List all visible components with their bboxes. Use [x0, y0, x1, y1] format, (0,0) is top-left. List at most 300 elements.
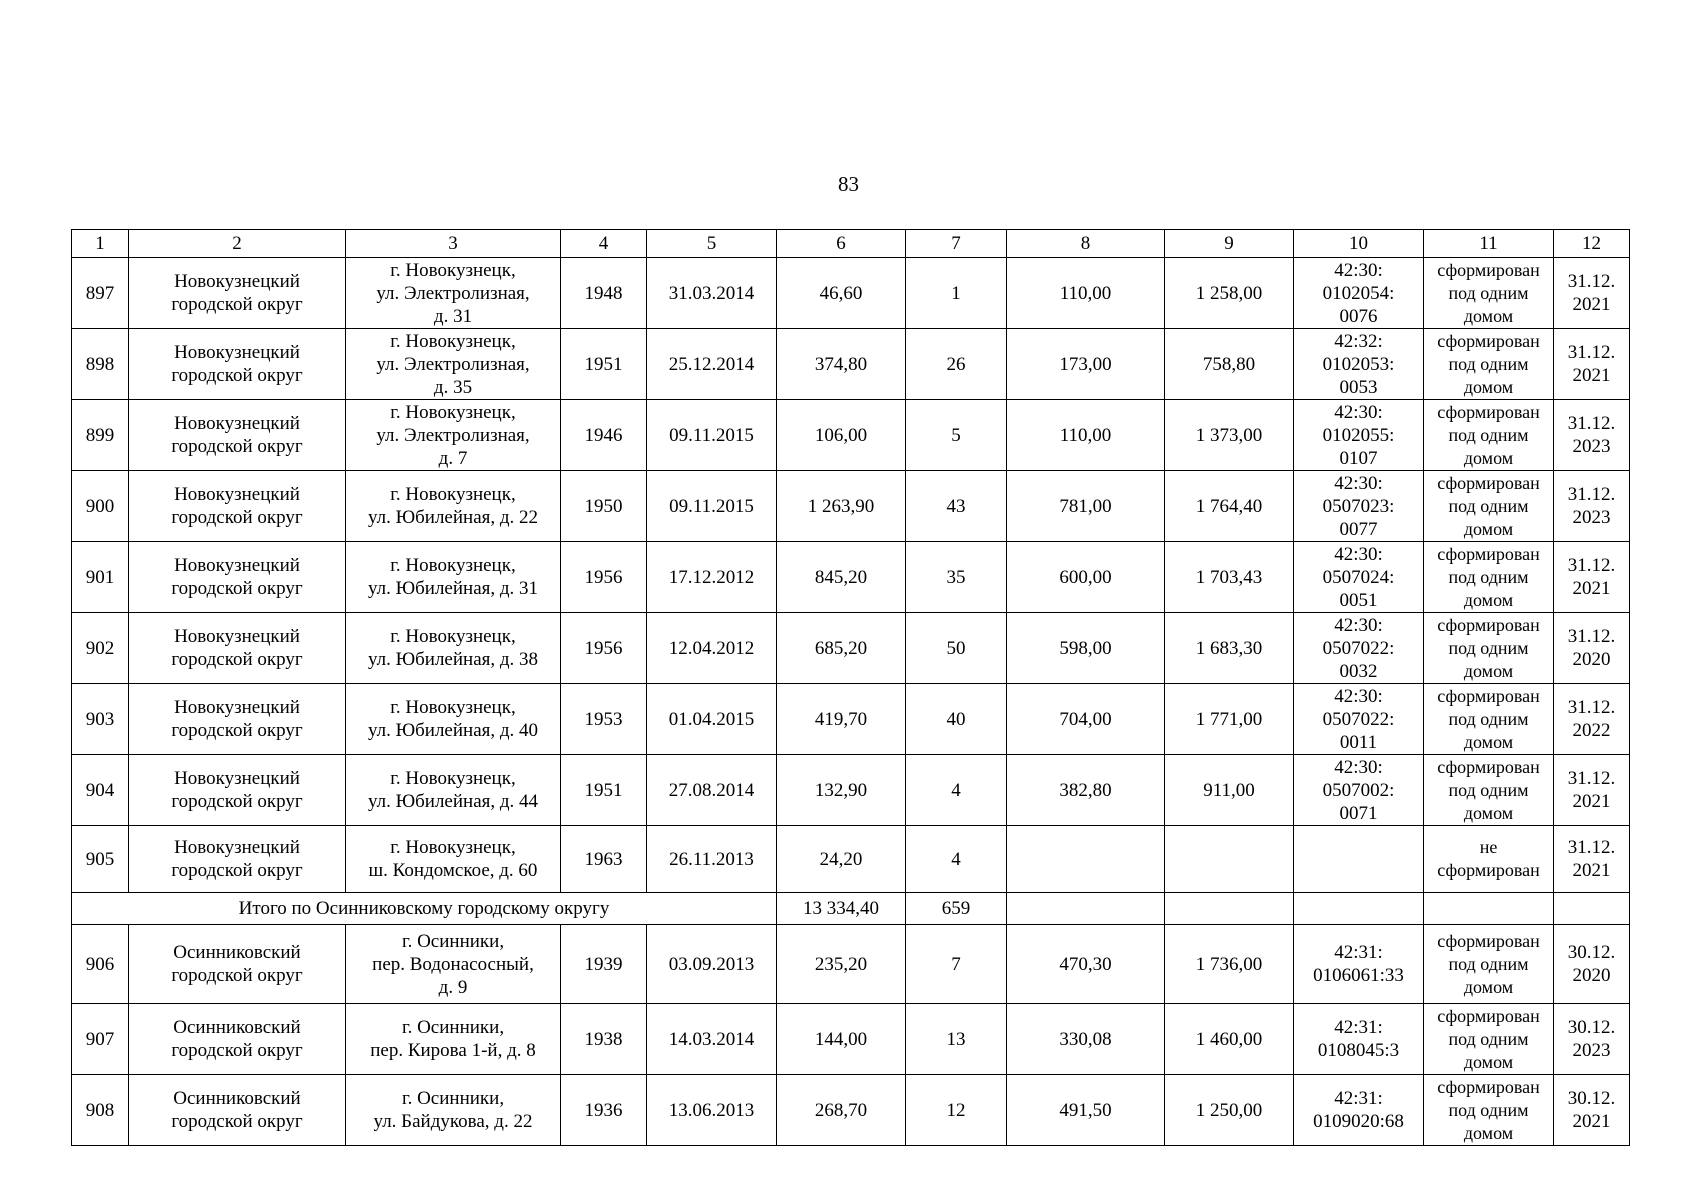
year-cell: 1939: [561, 925, 647, 1004]
area-cell: 46,60: [777, 258, 906, 329]
address-cell-line: ш. Кондомское, д. 60: [368, 860, 538, 881]
district-cell-line: городской округ: [171, 649, 303, 670]
area-cell: 419,70: [777, 684, 906, 755]
residents-cell: 12: [906, 1075, 1007, 1146]
cadastral-cell-line: 0109020:68: [1313, 1111, 1404, 1132]
date-cell: 14.03.2014: [647, 1004, 777, 1075]
status-cell: [1424, 1004, 1554, 1075]
cadastral-cell-line: 42:30:: [1334, 401, 1383, 423]
residents-cell: 50: [906, 613, 1007, 684]
address-cell-line: г. Новокузнецк,: [390, 837, 516, 858]
empty-cell: [1554, 893, 1630, 925]
column-number: 1: [72, 230, 129, 258]
table-body: [72, 230, 1630, 1146]
cadastral-cell-line: 0053: [1339, 376, 1378, 398]
date-cell: 26.11.2013: [647, 826, 777, 893]
area-cell: 268,70: [777, 1075, 906, 1146]
table-row: [72, 542, 1630, 613]
area-cell: 144,00: [777, 1004, 906, 1075]
address-cell: [346, 400, 561, 471]
district-cell: [129, 925, 346, 1004]
subtotal-row: [72, 893, 1630, 925]
cadastral-cell-line: 0032: [1339, 660, 1378, 682]
residents-cell: 4: [906, 826, 1007, 893]
district-cell-line: городской округ: [171, 791, 303, 812]
year-cell: 1953: [561, 684, 647, 755]
column-number: 10: [1294, 230, 1424, 258]
district-cell: [129, 258, 346, 329]
empty-cell: [1294, 893, 1424, 925]
cadastral-cell-line: 0102054:: [1322, 282, 1395, 304]
cadastral-cell-line: 42:30:: [1334, 543, 1383, 565]
area-cell: 235,20: [777, 925, 906, 1004]
cadastral-cell-line: 0108045:3: [1317, 1040, 1400, 1061]
deadline-cell: [1554, 1004, 1630, 1075]
cadastral-cell-line: 42:31:: [1334, 1088, 1383, 1109]
cadastral-cell: [1294, 400, 1424, 471]
cadastral-cell-line: 0011: [1339, 731, 1378, 753]
status-cell: [1424, 258, 1554, 329]
district-cell-line: Новокузнецкий: [174, 484, 300, 505]
deadline-cell-line: 2020: [1572, 965, 1611, 986]
address-cell: [346, 925, 561, 1004]
deadline-cell: [1554, 400, 1630, 471]
address-cell-line: г. Новокузнецк,: [390, 330, 516, 352]
address-cell-line: д. 7: [438, 447, 468, 469]
row-number: 901: [72, 542, 129, 613]
total-area-cell: 1 736,00: [1165, 925, 1294, 1004]
column-number: 8: [1007, 230, 1165, 258]
deadline-cell-line: 2023: [1572, 1040, 1611, 1061]
column-number: 2: [129, 230, 346, 258]
district-cell: [129, 329, 346, 400]
total-area-cell: 911,00: [1165, 755, 1294, 826]
deadline-cell: [1554, 826, 1630, 893]
table-row: [72, 925, 1630, 1004]
empty-cell: [1424, 893, 1554, 925]
cadastral-cell-line: 0071: [1339, 802, 1378, 824]
status-cell: [1424, 613, 1554, 684]
status-cell: [1424, 542, 1554, 613]
date-cell: 01.04.2015: [647, 684, 777, 755]
deadline-cell-line: 2021: [1572, 578, 1611, 599]
address-cell-line: г. Новокузнецк,: [390, 768, 516, 789]
subtotal-residents: 659: [906, 893, 1007, 925]
year-cell: 1950: [561, 471, 647, 542]
row-number: 898: [72, 329, 129, 400]
address-cell: [346, 542, 561, 613]
land-area-cell: 382,80: [1007, 755, 1165, 826]
cadastral-cell-line: 42:30:: [1334, 756, 1383, 778]
district-cell-line: городской округ: [171, 965, 303, 986]
address-cell-line: г. Новокузнецк,: [390, 626, 516, 647]
year-cell: 1963: [561, 826, 647, 893]
deadline-cell-line: 31.12.: [1567, 271, 1616, 292]
district-cell-line: Новокузнецкий: [174, 555, 300, 576]
district-cell-line: городской округ: [171, 860, 303, 881]
status-cell-line: не: [1479, 837, 1498, 857]
deadline-cell: [1554, 329, 1630, 400]
address-cell-line: ул. Юбилейная, д. 22: [367, 507, 539, 528]
status-cell-line: под одним: [1448, 353, 1529, 374]
address-cell: [346, 613, 561, 684]
column-number: 11: [1424, 230, 1554, 258]
page-number: 83: [838, 172, 859, 196]
total-area-cell: 1 258,00: [1165, 258, 1294, 329]
status-cell-line: под одним: [1448, 1028, 1529, 1049]
address-cell: [346, 329, 561, 400]
table-row: [72, 471, 1630, 542]
cadastral-cell: [1294, 1004, 1424, 1075]
address-cell-line: ул. Юбилейная, д. 44: [367, 791, 539, 812]
address-cell-line: г. Новокузнецк,: [390, 259, 516, 281]
status-cell-line: сформирован: [1437, 330, 1540, 351]
district-cell-line: городской округ: [171, 365, 303, 386]
cadastral-cell: [1294, 1075, 1424, 1146]
empty-cell: [1165, 893, 1294, 925]
land-area-cell: 173,00: [1007, 329, 1165, 400]
status-cell-line: домом: [1463, 731, 1514, 752]
deadline-cell-line: 30.12.: [1567, 1017, 1616, 1038]
cadastral-cell-line: 0102055:: [1322, 424, 1395, 446]
residents-cell: 7: [906, 925, 1007, 1004]
status-cell-line: сформирован: [1437, 401, 1540, 422]
status-cell: [1424, 684, 1554, 755]
address-cell-line: ул. Юбилейная, д. 40: [367, 720, 539, 741]
district-cell-line: Новокузнецкий: [174, 697, 300, 718]
address-cell-line: ул. Юбилейная, д. 31: [367, 578, 539, 599]
date-cell: 25.12.2014: [647, 329, 777, 400]
column-number: 5: [647, 230, 777, 258]
total-area-cell: 1 703,43: [1165, 542, 1294, 613]
row-number: 902: [72, 613, 129, 684]
address-cell: [346, 471, 561, 542]
status-cell: [1424, 925, 1554, 1004]
row-number: 899: [72, 400, 129, 471]
status-cell-line: сформирован: [1437, 685, 1540, 706]
status-cell: [1424, 826, 1554, 893]
cadastral-cell-line: 0507002:: [1322, 779, 1395, 801]
deadline-cell-line: 31.12.: [1567, 342, 1616, 363]
land-area-cell: [1007, 826, 1165, 893]
cadastral-cell-line: 42:31:: [1334, 942, 1383, 963]
status-cell-line: домом: [1463, 518, 1514, 539]
date-cell: 12.04.2012: [647, 613, 777, 684]
year-cell: 1936: [561, 1075, 647, 1146]
cadastral-cell-line: 42:31:: [1334, 1017, 1383, 1038]
cadastral-cell: [1294, 925, 1424, 1004]
district-cell: [129, 542, 346, 613]
date-cell: 17.12.2012: [647, 542, 777, 613]
status-cell-line: сформирован: [1437, 1076, 1540, 1097]
deadline-cell-line: 2022: [1572, 720, 1611, 741]
status-cell-line: под одним: [1448, 953, 1529, 974]
status-cell-line: домом: [1463, 802, 1514, 823]
address-cell-line: д. 31: [433, 305, 473, 327]
column-number: 3: [346, 230, 561, 258]
area-cell: 132,90: [777, 755, 906, 826]
cadastral-cell-line: 42:30:: [1334, 472, 1383, 494]
deadline-cell-line: 31.12.: [1567, 484, 1616, 505]
status-cell: [1424, 471, 1554, 542]
district-cell-line: городской округ: [171, 1111, 303, 1132]
status-cell-line: сформирован: [1437, 756, 1540, 777]
total-area-cell: [1165, 826, 1294, 893]
area-cell: 374,80: [777, 329, 906, 400]
deadline-cell-line: 31.12.: [1567, 626, 1616, 647]
total-area-cell: 1 764,40: [1165, 471, 1294, 542]
cadastral-cell: [1294, 684, 1424, 755]
cadastral-cell: [1294, 258, 1424, 329]
district-cell-line: Новокузнецкий: [174, 837, 300, 858]
row-number: 903: [72, 684, 129, 755]
district-cell: [129, 826, 346, 893]
status-cell: [1424, 1075, 1554, 1146]
year-cell: 1956: [561, 613, 647, 684]
district-cell-line: Новокузнецкий: [174, 271, 300, 292]
status-cell-line: под одним: [1448, 495, 1529, 516]
status-cell-line: домом: [1463, 660, 1514, 681]
status-cell-line: сформирован: [1437, 259, 1540, 280]
table-row: [72, 258, 1630, 329]
table-row: [72, 613, 1630, 684]
status-cell-line: домом: [1463, 976, 1514, 997]
cadastral-cell-line: 42:30:: [1334, 614, 1383, 636]
land-area-cell: 491,50: [1007, 1075, 1165, 1146]
deadline-cell: [1554, 471, 1630, 542]
status-cell-line: домом: [1463, 1051, 1514, 1072]
row-number: 907: [72, 1004, 129, 1075]
cadastral-cell-line: 0507024:: [1322, 566, 1395, 588]
address-cell-line: г. Новокузнецк,: [390, 401, 516, 423]
address-cell-line: ул. Электролизная,: [376, 282, 530, 304]
district-cell-line: городской округ: [171, 1040, 303, 1061]
cadastral-cell: [1294, 542, 1424, 613]
status-cell: [1424, 329, 1554, 400]
district-cell: [129, 684, 346, 755]
empty-cell: [1007, 893, 1165, 925]
cadastral-cell-line: 0507023:: [1322, 495, 1395, 517]
cadastral-cell-line: 0507022:: [1322, 637, 1395, 659]
row-number: 908: [72, 1075, 129, 1146]
date-cell: 09.11.2015: [647, 471, 777, 542]
district-cell: [129, 755, 346, 826]
address-cell: [346, 1004, 561, 1075]
deadline-cell: [1554, 258, 1630, 329]
column-number: 4: [561, 230, 647, 258]
residents-cell: 35: [906, 542, 1007, 613]
deadline-cell-line: 2023: [1572, 507, 1611, 528]
year-cell: 1951: [561, 329, 647, 400]
subtotal-label: Итого по Осинниковскому городскому округу: [72, 893, 777, 925]
district-cell-line: городской округ: [171, 720, 303, 741]
status-cell-line: домом: [1463, 589, 1514, 610]
residents-cell: 1: [906, 258, 1007, 329]
land-area-cell: 598,00: [1007, 613, 1165, 684]
address-cell: [346, 684, 561, 755]
year-cell: 1951: [561, 755, 647, 826]
address-cell-line: г. Осинники,: [401, 1088, 505, 1109]
status-cell-line: домом: [1463, 376, 1514, 397]
row-number: 897: [72, 258, 129, 329]
total-area-cell: 758,80: [1165, 329, 1294, 400]
row-number: 905: [72, 826, 129, 893]
column-number: 6: [777, 230, 906, 258]
date-cell: 09.11.2015: [647, 400, 777, 471]
land-area-cell: 781,00: [1007, 471, 1165, 542]
area-cell: 24,20: [777, 826, 906, 893]
deadline-cell-line: 30.12.: [1567, 942, 1616, 963]
deadline-cell-line: 2021: [1572, 791, 1611, 812]
district-cell-line: городской округ: [171, 294, 303, 315]
total-area-cell: 1 460,00: [1165, 1004, 1294, 1075]
row-number: 906: [72, 925, 129, 1004]
address-cell-line: г. Новокузнецк,: [390, 484, 516, 505]
cadastral-cell-line: 0106061:33: [1313, 965, 1404, 986]
cadastral-cell-line: 42:30:: [1334, 259, 1383, 281]
district-cell-line: Новокузнецкий: [174, 413, 300, 434]
land-area-cell: 110,00: [1007, 400, 1165, 471]
status-cell-line: сформирован: [1437, 472, 1540, 493]
status-cell-line: под одним: [1448, 637, 1529, 658]
address-cell-line: д. 35: [433, 376, 473, 398]
address-cell: [346, 258, 561, 329]
year-cell: 1948: [561, 258, 647, 329]
deadline-cell: [1554, 542, 1630, 613]
land-area-cell: 110,00: [1007, 258, 1165, 329]
table-row: [72, 329, 1630, 400]
district-cell-line: Новокузнецкий: [174, 626, 300, 647]
column-number-row: [72, 230, 1630, 258]
deadline-cell-line: 2021: [1572, 294, 1611, 315]
area-cell: 685,20: [777, 613, 906, 684]
status-cell-line: сформирован: [1437, 860, 1540, 880]
address-cell-line: д. 9: [438, 976, 468, 998]
district-cell: [129, 1075, 346, 1146]
deadline-cell-line: 31.12.: [1567, 837, 1616, 858]
deadline-cell: [1554, 684, 1630, 755]
land-area-cell: 704,00: [1007, 684, 1165, 755]
cadastral-cell-line: 42:32:: [1334, 330, 1383, 352]
cadastral-cell: [1294, 613, 1424, 684]
residents-cell: 13: [906, 1004, 1007, 1075]
land-area-cell: 600,00: [1007, 542, 1165, 613]
deadline-cell-line: 31.12.: [1567, 555, 1616, 576]
status-cell-line: сформирован: [1437, 1005, 1540, 1026]
date-cell: 13.06.2013: [647, 1075, 777, 1146]
year-cell: 1956: [561, 542, 647, 613]
residents-cell: 4: [906, 755, 1007, 826]
area-cell: 845,20: [777, 542, 906, 613]
cadastral-cell-line: 0051: [1339, 589, 1378, 611]
residents-cell: 43: [906, 471, 1007, 542]
land-area-cell: 470,30: [1007, 925, 1165, 1004]
date-cell: 31.03.2014: [647, 258, 777, 329]
status-cell-line: под одним: [1448, 424, 1529, 445]
address-cell-line: г. Осинники,: [401, 930, 505, 952]
deadline-cell-line: 31.12.: [1567, 768, 1616, 789]
table-row: [72, 684, 1630, 755]
deadline-cell-line: 2021: [1572, 1111, 1611, 1132]
date-cell: 27.08.2014: [647, 755, 777, 826]
year-cell: 1946: [561, 400, 647, 471]
district-cell-line: Новокузнецкий: [174, 342, 300, 363]
deadline-cell: [1554, 925, 1630, 1004]
table-row: [72, 400, 1630, 471]
cadastral-cell-line: 0102053:: [1322, 353, 1395, 375]
cadastral-cell-line: 0077: [1339, 518, 1378, 540]
residents-cell: 40: [906, 684, 1007, 755]
status-cell-line: сформирован: [1437, 930, 1540, 951]
deadline-cell-line: 2023: [1572, 436, 1611, 457]
land-area-cell: 330,08: [1007, 1004, 1165, 1075]
cadastral-cell: [1294, 471, 1424, 542]
status-cell-line: под одним: [1448, 282, 1529, 303]
year-cell: 1938: [561, 1004, 647, 1075]
address-cell-line: ул. Электролизная,: [376, 353, 530, 375]
deadline-cell-line: 2021: [1572, 365, 1611, 386]
address-cell-line: г. Новокузнецк,: [390, 697, 516, 718]
address-cell-line: ул. Электролизная,: [376, 424, 530, 446]
total-area-cell: 1 771,00: [1165, 684, 1294, 755]
district-cell: [129, 613, 346, 684]
total-area-cell: 1 250,00: [1165, 1075, 1294, 1146]
total-area-cell: 1 373,00: [1165, 400, 1294, 471]
cadastral-cell-line: 0107: [1339, 447, 1378, 469]
district-cell-line: Осинниковский: [173, 1017, 301, 1038]
district-cell-line: городской округ: [171, 507, 303, 528]
district-cell-line: Осинниковский: [173, 1088, 301, 1109]
district-cell-line: городской округ: [171, 436, 303, 457]
cadastral-cell: [1294, 329, 1424, 400]
status-cell-line: домом: [1463, 305, 1514, 326]
deadline-cell: [1554, 613, 1630, 684]
address-cell: [346, 1075, 561, 1146]
cadastral-cell-line: 0507022:: [1322, 708, 1395, 730]
table-row: [72, 755, 1630, 826]
cadastral-cell: [1294, 826, 1424, 893]
status-cell-line: под одним: [1448, 566, 1529, 587]
subtotal-area: 13 334,40: [777, 893, 906, 925]
table-row: [72, 826, 1630, 893]
residents-cell: 5: [906, 400, 1007, 471]
row-number: 900: [72, 471, 129, 542]
status-cell-line: под одним: [1448, 1099, 1529, 1120]
status-cell-line: под одним: [1448, 708, 1529, 729]
status-cell-line: домом: [1463, 1122, 1514, 1143]
deadline-cell: [1554, 1075, 1630, 1146]
district-cell: [129, 1004, 346, 1075]
address-cell-line: г. Осинники,: [401, 1017, 505, 1038]
district-cell-line: Осинниковский: [173, 942, 301, 963]
deadline-cell-line: 2020: [1572, 649, 1611, 670]
table-row: [72, 1004, 1630, 1075]
district-cell: [129, 471, 346, 542]
column-number: 9: [1165, 230, 1294, 258]
area-cell: 1 263,90: [777, 471, 906, 542]
district-cell: [129, 400, 346, 471]
status-cell-line: под одним: [1448, 779, 1529, 800]
address-cell: [346, 826, 561, 893]
address-cell-line: ул. Байдукова, д. 22: [373, 1111, 533, 1132]
table-row: [72, 1075, 1630, 1146]
deadline-cell-line: 31.12.: [1567, 697, 1616, 718]
housing-registry-table: [71, 229, 1630, 1146]
cadastral-cell: [1294, 755, 1424, 826]
deadline-cell: [1554, 755, 1630, 826]
row-number: 904: [72, 755, 129, 826]
address-cell-line: пер. Кирова 1-й, д. 8: [370, 1040, 536, 1061]
